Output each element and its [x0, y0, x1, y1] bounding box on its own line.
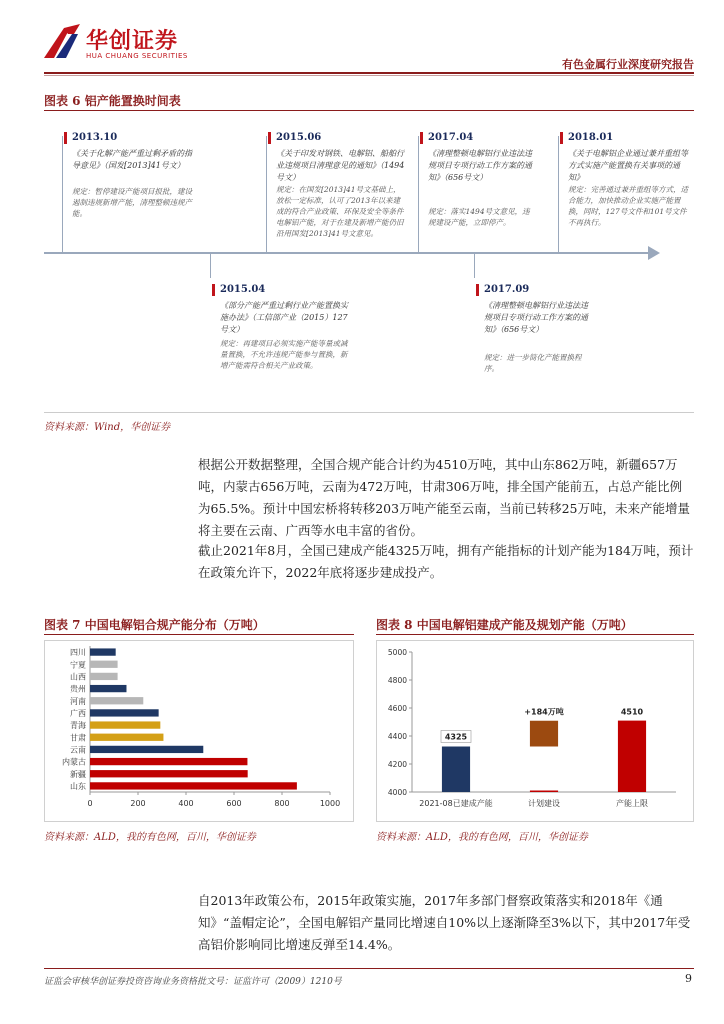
- bar: [90, 721, 160, 728]
- timeline-date: 2017.09: [484, 284, 530, 295]
- y-tick-label: 4800: [387, 676, 407, 685]
- logo-text: 华创证券: [86, 29, 179, 54]
- timeline-marker: [560, 132, 563, 144]
- y-tick-label: 4400: [387, 732, 407, 741]
- timeline-note: 规定：进一步简化产能置换程序。: [484, 353, 582, 373]
- header-divider: [44, 72, 694, 74]
- bar: [618, 721, 646, 792]
- x-tick-label: 400: [178, 799, 194, 808]
- data-label: 4325: [444, 732, 468, 742]
- timeline-note: 规定：完善通过兼并重组等方式，适合能力，加快推动企业实施产能置换，同时，127号文件和101号文件不再执行。: [568, 185, 688, 227]
- timeline-date: 2018.01: [568, 132, 614, 143]
- timeline-document: 《关于印发对钢铁、电解铝、船舶行业违规项目清理意见的通知》（1494号文）: [276, 149, 405, 182]
- x-tick-label: 200: [130, 799, 146, 808]
- figure8-rule: [376, 634, 694, 635]
- category-label: 青海: [70, 721, 86, 731]
- provincial-capacity-chart: [44, 640, 354, 822]
- timeline-connector: [558, 136, 559, 252]
- timeline-marker: [420, 132, 423, 144]
- bar: [90, 746, 203, 753]
- bar-baseline: [530, 791, 558, 793]
- category-label: 河南: [70, 696, 86, 706]
- timeline-document: 《清理整顿电解铝行业违法违规项目专项行动工作方案的通知》（656号文）: [428, 149, 532, 182]
- timeline-date: 2015.04: [220, 284, 266, 295]
- figure7-title: 图表 7 中国电解铝合规产能分布（万吨）: [44, 618, 265, 632]
- timeline-marker: [476, 284, 479, 296]
- timeline-connector: [210, 254, 211, 278]
- category-label: 甘肃: [70, 733, 86, 743]
- timeline-date: 2015.06: [276, 132, 322, 143]
- figure6-title: 图表 6 铝产能置换时间表: [44, 94, 181, 108]
- timeline-connector: [418, 136, 419, 252]
- category-label: 四川: [70, 648, 86, 658]
- timeline-connector: [474, 254, 475, 278]
- timeline-connector: [266, 136, 267, 252]
- figure8-title: 图表 8 中国电解铝建成产能及规划产能（万吨）: [376, 618, 633, 632]
- page-number: 9: [685, 972, 692, 985]
- category-label: 内蒙古: [62, 757, 86, 767]
- y-tick-label: 4200: [387, 760, 407, 769]
- bar: [90, 673, 118, 680]
- bar: [442, 747, 470, 793]
- paragraph: 根据公开数据整理，全国合规产能合计约为4510万吨，其中山东862万吨，新疆657万吨，内蒙古656万吨，云南为472万吨，甘肃306万吨，排全国产能前五，占总产能比例为65.5%。预计中国宏桥将转移203万吨产能至云南，当前已转移25万吨，未来产能增量将主要在云南、广西等水电丰富的省份。: [198, 457, 690, 538]
- x-tick-label: 1000: [319, 799, 341, 808]
- figure6-source: 资料来源：Wind，华创证券: [44, 422, 171, 433]
- category-label: 山东: [70, 781, 86, 791]
- figure6-rule: [44, 110, 694, 111]
- timeline-document: 《关于化解产能严重过剩矛盾的指导意见》（国发[2013]41号文）: [72, 149, 192, 170]
- y-tick-label: 4600: [387, 704, 407, 713]
- timeline-marker: [268, 132, 271, 144]
- category-label: 宁夏: [70, 660, 86, 670]
- footer-divider: [44, 968, 694, 969]
- bar: [90, 685, 126, 692]
- category-label: 云南: [70, 745, 86, 755]
- report-type: 有色金属行业深度研究报告: [562, 58, 694, 71]
- y-tick-label: 5000: [387, 648, 407, 657]
- bar: [90, 770, 248, 777]
- data-label: +184万吨: [524, 707, 564, 717]
- figure7-rule: [44, 634, 354, 635]
- y-tick-label: 4000: [387, 788, 407, 797]
- category-label: 2021-08已建成产能: [419, 799, 493, 808]
- footer-license: 证监会审核华创证券投资咨询业务资格批文号：证监许可（2009）1210号: [44, 977, 342, 987]
- data-label: 4510: [620, 707, 644, 717]
- bar: [90, 734, 163, 741]
- timeline-marker: [64, 132, 67, 144]
- timeline-document: 《清理整顿电解铝行业违法违规项目专项行动工作方案的通知》（656号文）: [484, 301, 588, 334]
- timeline-note: 规定：暂停建设产能项目报批，建设遏制违规新增产能，清理整顿违规产能。: [72, 187, 192, 218]
- timeline-note: 规定：再建项目必须实施产能等量或减量置换，不允许违规产能参与置换，新增产能需符合相关产业政策。: [220, 339, 348, 370]
- timeline-axis: [44, 252, 656, 254]
- figure7-source: 资料来源：ALD，我的有色网，百川，华创证券: [44, 832, 256, 843]
- category-label: 广西: [70, 708, 86, 718]
- category-label: 产能上限: [616, 799, 648, 808]
- timeline-note: 规定：落实1494号文意见，违规建设产能，立即停产。: [428, 207, 530, 227]
- bar: [90, 697, 143, 704]
- timeline-marker: [212, 284, 215, 296]
- x-tick-label: 0: [87, 799, 93, 808]
- logo-english: HUA CHUANG SECURITIES: [86, 52, 188, 60]
- bar: [90, 758, 247, 765]
- timeline-document: 《关于电解铝企业通过兼并重组等方式实施产能置换有关事项的通知》: [568, 149, 688, 182]
- timeline-date: 2017.04: [428, 132, 474, 143]
- category-label: 贵州: [70, 684, 86, 694]
- figure8-source: 资料来源：ALD，我的有色网，百川，华创证券: [376, 832, 588, 843]
- bar: [530, 721, 558, 747]
- category-label: 山西: [70, 672, 86, 682]
- category-label: 计划建设: [528, 799, 560, 808]
- x-tick-label: 800: [274, 799, 290, 808]
- timeline-note: 规定：在国发[2013]41号文基础上，放松一定标准，认可了2013年以来建成的符合产业政策、环保及安全等条件电解铝产能，对于在建及新增产能仍旧沿用国发[2013]41号文意见。: [276, 185, 404, 238]
- capacity-waterfall-chart: [376, 640, 694, 822]
- category-label: 新疆: [70, 769, 86, 779]
- bar: [90, 648, 116, 655]
- paragraph: 自2013年政策公布，2015年政策实施，2017年多部门督察政策落实和2018年《通知》“盖帽定论”，全国电解铝产量同比增速自10%以上逐渐降至3%以下，其中2017年受高铝价影响同比增速反弹至14.4%。: [198, 893, 691, 952]
- timeline-document: 《部分产能严重过剩行业产能置换实施办法》（工信部产业（2015）127号文）: [220, 301, 348, 334]
- timeline-date: 2013.10: [72, 132, 118, 143]
- bar: [90, 661, 118, 668]
- paragraph: 截止2021年8月，全国已建成产能4325万吨，拥有产能指标的计划产能为184万吨，预计在政策允许下，2022年底将逐步建成投产。: [198, 543, 694, 580]
- header-divider-thin: [44, 75, 694, 76]
- x-tick-label: 600: [226, 799, 242, 808]
- logo-icon: [44, 24, 80, 58]
- timeline-connector: [62, 136, 63, 252]
- timeline-arrow-icon: [648, 246, 660, 260]
- figure6-bottom-rule: [44, 412, 694, 413]
- bar: [90, 709, 159, 716]
- bar: [90, 782, 297, 789]
